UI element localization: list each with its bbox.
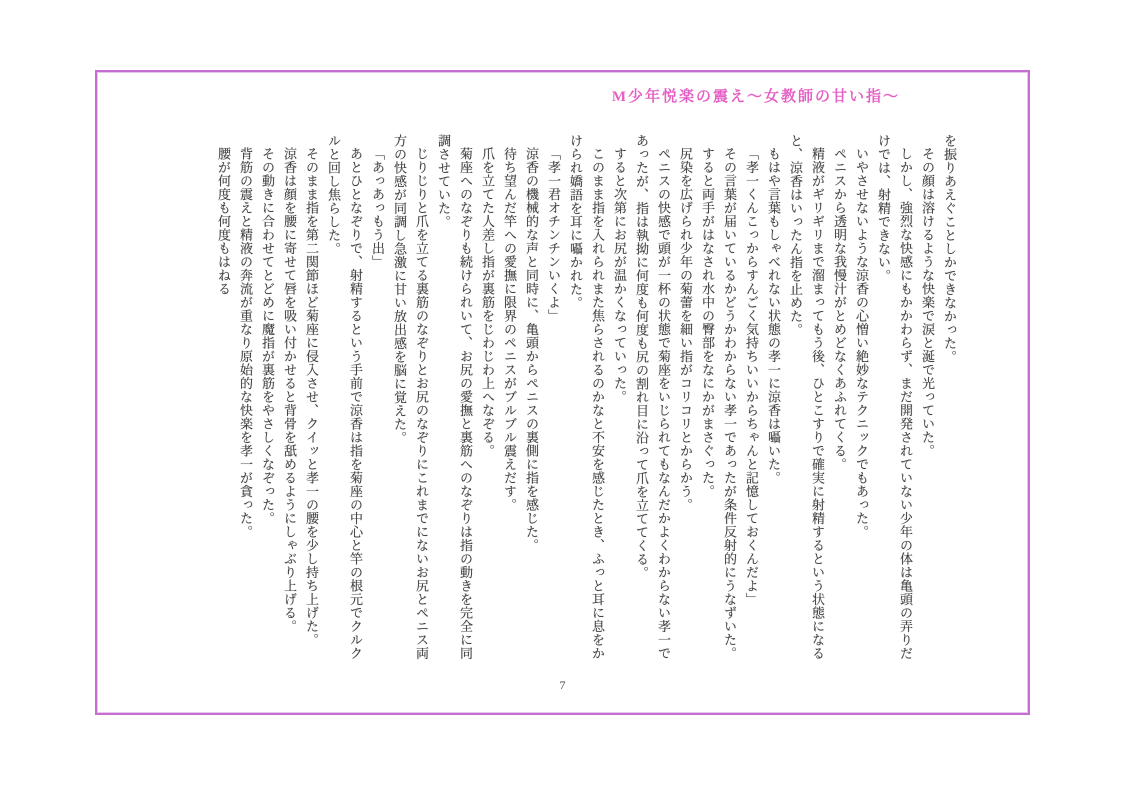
- paragraph: すると次第にお尻が温かくなっていった。: [612, 147, 627, 404]
- page-number: 7: [559, 678, 566, 692]
- paragraph: しかし、強烈な快感にもかかわらず、まだ開発されていない少年の体は亀頭の弄りだけでは、射精できない。: [876, 134, 913, 660]
- paragraph: 腰が何度も何度もはねる: [216, 147, 231, 296]
- page-border: [95, 70, 1030, 715]
- paragraph: 爪を立てた人差し指が裏筋をじわじわ上へなぞる。: [480, 147, 495, 458]
- paragraph: 尻染を広げられ少年の菊蕾を細い指がコリコリとからかう。: [678, 147, 693, 512]
- paragraph: あとひとなぞりで、射精するという手前で涼香は指を菊座の中心と竿の根元でクルクルと回し焦らした。: [326, 134, 363, 660]
- paragraph: 「孝一くんこっからすんごく気持ちいいからちゃんと記憶しておくんだよ」: [744, 147, 759, 606]
- paragraph: 「あっあっもう出」: [370, 147, 385, 269]
- paragraph: 待ち望んだ竿への愛撫に限界のペニスがブルブル震えだす。: [502, 147, 517, 512]
- paragraph: そのまま指を第二関節ほど菊座に侵入させ、クイッと孝一の腰を少し持ち上げた。: [304, 147, 319, 647]
- paragraph: その動きに合わせてとどめに魔指が裏筋をやさしくなぞった。: [260, 147, 275, 525]
- paragraph: 背筋の震えと精液の奔流が重なり原始的な快楽を孝一が貪った。: [238, 147, 253, 539]
- paragraph: を振りあえぐことしかできなかった。: [942, 134, 957, 364]
- paragraph: 涼香の機械的な声と同時に、亀頭からペニスの裏側に指を感じた。: [524, 147, 539, 552]
- paragraph: その言葉が届いているかどうかわからない孝一であったが条件反射的にうなずいた。: [722, 147, 737, 660]
- paragraph: その顔は溶けるような快楽で涙と涎で光っていた。: [920, 147, 935, 458]
- paragraph: ペニスから透明な我慢汁がとめどなくあふれてくる。: [832, 147, 847, 471]
- paragraph: 精液がギリギリまで溜まってもう後、ひとこすりで確実に射精するという状態になると、涼香はいったん指を止めた。: [788, 134, 825, 660]
- paragraph: このまま指を入れられまた焦らされるのかなと不安を感じたとき、ふっと耳に息をかけられ嬌語を耳に囁かれた。: [568, 134, 605, 660]
- paragraph: ペニスの快感で頭が一杯の状態で菊座をいじられてもなんだかよくわからない孝一であったが、指は執拗に何度も何度も尻の割れ目に沿って爪を立ててくる。: [634, 134, 671, 660]
- paragraph: すると両手がはなされ水中の臀部をなにかがまさぐった。: [700, 147, 715, 498]
- paragraph: いやさせないような涼香の心憎い絶妙なテクニックでもあった。: [854, 147, 869, 539]
- paragraph: 涼香は顔を腰に寄せて唇を吸い付かせると背骨を舐めるようにしゃぶり上げる。: [282, 147, 297, 633]
- paragraph: 菊座へのなぞりも続けられいて、お尻の愛撫と裏筋へのなぞりは指の動きを完全に同調させていた。: [436, 134, 473, 660]
- paragraph: じりじりと爪を立てる裏筋のなぞりとお尻のなぞりにこれまでにないお尻とペニス両方の快感が同調し急激に甘い放出感を脳に覚えた。: [392, 134, 429, 660]
- paragraph: もはや言葉もしゃべれない状態の孝一に涼香は囁いた。: [766, 147, 781, 485]
- paragraph: 「孝一君オチンチンいくよ」: [546, 147, 561, 323]
- page-title: M少年悦楽の震え～女教師の甘い指～: [611, 89, 900, 105]
- vertical-text-body: [212, 134, 960, 666]
